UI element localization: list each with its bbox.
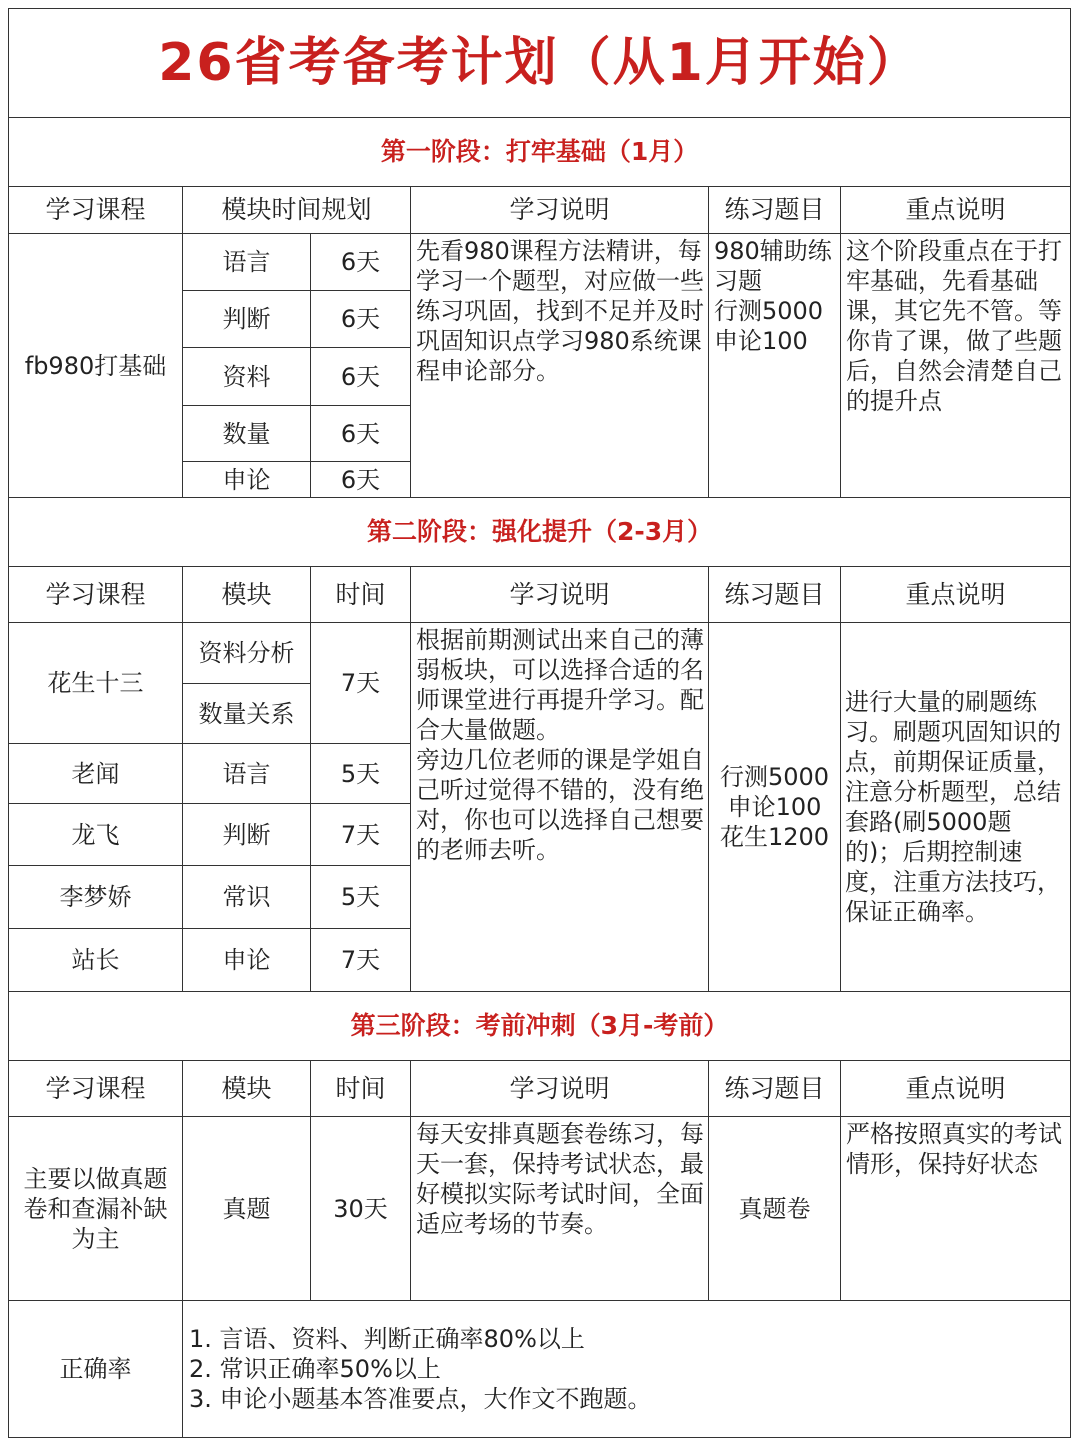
stage2-module: 语言 — [183, 744, 311, 804]
stage1-days: 6天 — [311, 291, 411, 348]
accuracy-item: 3. 申论小题基本答准要点，大作文不跑题。 — [189, 1385, 652, 1413]
header-course: 学习课程 — [9, 1061, 183, 1117]
stage3-course: 主要以做真题卷和查漏补缺为主 — [9, 1117, 183, 1301]
header-focus: 重点说明 — [841, 1061, 1071, 1117]
accuracy-list — [183, 1301, 1071, 1438]
stage1-heading: 第一阶段：打牢基础（1月） — [9, 118, 1071, 187]
stage2-module: 资料分析 — [183, 623, 311, 684]
stage3-focus: 严格按照真实的考试情形，保持好状态 — [841, 1117, 1071, 1301]
stage1-days: 6天 — [311, 406, 411, 462]
accuracy-item: 1. 言语、资料、判断正确率80%以上 — [189, 1325, 585, 1353]
header-time: 时间 — [311, 1061, 411, 1117]
header-description: 学习说明 — [411, 1061, 709, 1117]
stage1-module: 申论 — [183, 462, 311, 498]
header-description: 学习说明 — [411, 567, 709, 623]
header-practice: 练习题目 — [709, 567, 841, 623]
header-focus: 重点说明 — [841, 187, 1071, 234]
stage1-module: 判断 — [183, 291, 311, 348]
stage1-focus: 这个阶段重点在于打牢基础，先看基础课，其它先不管。等你肯了课，做了些题后，自然会清楚自己的提升点 — [841, 234, 1071, 498]
stage3-practice: 真题卷 — [709, 1117, 841, 1301]
stage1-header-row — [9, 187, 1071, 234]
stage3-days: 30天 — [311, 1117, 411, 1301]
stage2-days: 5天 — [311, 744, 411, 804]
stage3-row — [9, 1117, 1071, 1301]
stage2-description: 根据前期测试出来自己的薄弱板块，可以选择合适的名师课堂进行再提升学习。配合大量做题。 旁边几位老师的课是学姐自己听过觉得不错的，没有绝对，你也可以选择自己想要的老师去听。 — [411, 623, 709, 992]
stage2-heading: 第二阶段：强化提升（2-3月） — [9, 498, 1071, 567]
header-time: 时间 — [311, 567, 411, 623]
header-module: 模块 — [183, 1061, 311, 1117]
stage1-days: 6天 — [311, 234, 411, 291]
header-description: 学习说明 — [411, 187, 709, 234]
stage2-focus: 进行大量的刷题练习。刷题巩固知识的点，前期保证质量，注意分析题型，总结套路(刷5000题的)；后期控制速度，注重方法技巧，保证正确率。 — [841, 623, 1071, 992]
teacher-name: 李梦娇 — [9, 866, 183, 929]
header-practice: 练习题目 — [709, 187, 841, 234]
teacher-name: 站长 — [9, 929, 183, 992]
stage2-module: 申论 — [183, 929, 311, 992]
accuracy-item: 2. 常识正确率50%以上 — [189, 1355, 441, 1383]
header-course: 学习课程 — [9, 187, 183, 234]
study-plan-table — [8, 8, 1071, 1438]
stage2-module: 数量关系 — [183, 684, 311, 744]
stage3-description: 每天安排真题套卷练习，每天一套，保持考试状态，最好模拟实际考试时间，全面适应考场的节奏。 — [411, 1117, 709, 1301]
stage2-module: 常识 — [183, 866, 311, 929]
accuracy-label: 正确率 — [9, 1301, 183, 1438]
stage2-days: 7天 — [311, 623, 411, 744]
stage2-days: 5天 — [311, 866, 411, 929]
page-title: 26省考备考计划（从1月开始） — [9, 9, 1071, 118]
header-practice: 练习题目 — [709, 1061, 841, 1117]
stage2-header-row — [9, 567, 1071, 623]
stage1-course: fb980打基础 — [9, 234, 183, 498]
stage1-module: 资料 — [183, 348, 311, 406]
stage2-days: 7天 — [311, 929, 411, 992]
stage3-heading: 第三阶段：考前冲刺（3月-考前） — [9, 992, 1071, 1061]
stage2-practice: 行测5000 申论100 花生1200 — [709, 623, 841, 992]
header-module-plan: 模块时间规划 — [183, 187, 411, 234]
stage1-module: 数量 — [183, 406, 311, 462]
stage2-days: 7天 — [311, 804, 411, 866]
accuracy-row — [9, 1301, 1071, 1438]
stage1-row — [9, 234, 1071, 291]
stage1-practice: 980辅助练习题 行测5000 申论100 — [709, 234, 841, 498]
teacher-name: 花生十三 — [9, 623, 183, 744]
stage1-description: 先看980课程方法精讲，每学习一个题型，对应做一些练习巩固，找到不足并及时巩固知识点学习980系统课程申论部分。 — [411, 234, 709, 498]
stage3-module: 真题 — [183, 1117, 311, 1301]
teacher-name: 老闻 — [9, 744, 183, 804]
stage2-row — [9, 623, 1071, 684]
header-focus: 重点说明 — [841, 567, 1071, 623]
stage1-days: 6天 — [311, 348, 411, 406]
header-module: 模块 — [183, 567, 311, 623]
stage2-module: 判断 — [183, 804, 311, 866]
stage1-days: 6天 — [311, 462, 411, 498]
teacher-name: 龙飞 — [9, 804, 183, 866]
stage1-module: 语言 — [183, 234, 311, 291]
stage3-header-row — [9, 1061, 1071, 1117]
header-course: 学习课程 — [9, 567, 183, 623]
